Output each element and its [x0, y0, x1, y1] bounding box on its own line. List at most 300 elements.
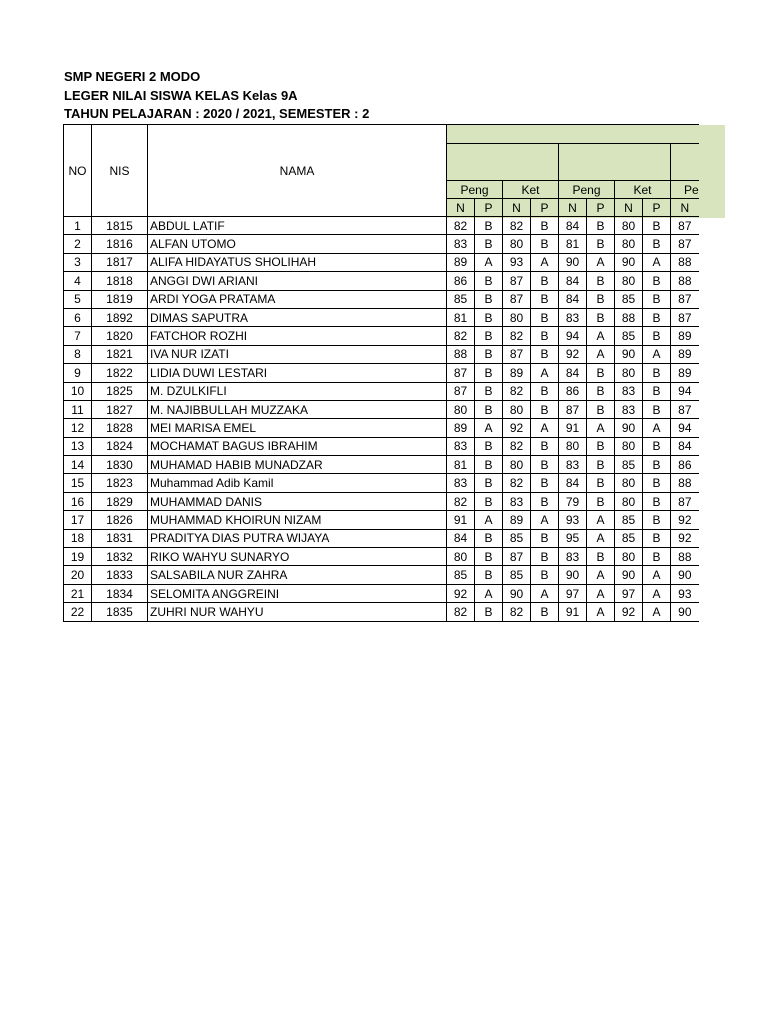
student-name: M. DZULKIFLI [148, 382, 447, 400]
student-name: ALIFA HIDAYATUS SHOLIHAH [148, 253, 447, 271]
grade-predicate: A [531, 364, 559, 382]
table-row [64, 584, 699, 602]
col-header-n: N [503, 199, 531, 217]
table-row [64, 456, 699, 474]
score-value: 97 [559, 584, 587, 602]
score-value: 84 [559, 272, 587, 290]
table-body [64, 217, 699, 622]
student-nis: 1833 [92, 566, 148, 584]
grade-predicate: B [475, 364, 503, 382]
score-value: 90 [559, 253, 587, 271]
score-value: 80 [503, 308, 531, 326]
grade-predicate: B [587, 290, 615, 308]
score-value: 88 [671, 272, 699, 290]
student-nis: 1819 [92, 290, 148, 308]
score-value: 80 [503, 400, 531, 418]
score-value: 84 [559, 217, 587, 235]
grade-predicate: B [475, 217, 503, 235]
score-value: 97 [615, 584, 643, 602]
table-row [64, 345, 699, 363]
row-number: 8 [64, 345, 92, 363]
score-value: 83 [559, 308, 587, 326]
student-nis: 1825 [92, 382, 148, 400]
col-header-n: N [559, 199, 587, 217]
score-value: 80 [447, 400, 475, 418]
score-value: 86 [447, 272, 475, 290]
grade-predicate: B [643, 364, 671, 382]
score-value: 92 [615, 603, 643, 621]
col-header-p: P [475, 199, 503, 217]
student-name: LIDIA DUWI LESTARI [148, 364, 447, 382]
grade-predicate: B [587, 382, 615, 400]
score-value: 92 [559, 345, 587, 363]
grade-predicate: B [475, 272, 503, 290]
score-value: 89 [671, 345, 699, 363]
score-value: 90 [671, 566, 699, 584]
grade-predicate: A [531, 253, 559, 271]
score-value: 80 [615, 272, 643, 290]
score-value: 83 [559, 456, 587, 474]
row-number: 5 [64, 290, 92, 308]
col-header-p: P [643, 199, 671, 217]
grade-predicate: A [587, 419, 615, 437]
student-name: IVA NUR IZATI [148, 345, 447, 363]
grade-predicate: A [475, 511, 503, 529]
grade-predicate: B [643, 400, 671, 418]
col-header-p: P [587, 199, 615, 217]
grade-predicate: B [475, 566, 503, 584]
grade-predicate: B [643, 511, 671, 529]
row-number: 7 [64, 327, 92, 345]
student-name: DIMAS SAPUTRA [148, 308, 447, 326]
student-name: Muhammad Adib Kamil [148, 474, 447, 492]
score-value: 85 [503, 529, 531, 547]
grade-table [63, 124, 699, 622]
score-value: 87 [671, 290, 699, 308]
score-value: 80 [615, 235, 643, 253]
grade-predicate: B [531, 235, 559, 253]
score-value: 87 [671, 235, 699, 253]
grade-predicate: A [587, 253, 615, 271]
score-value: 81 [447, 308, 475, 326]
col-header-peng: Peng [447, 181, 503, 199]
grade-predicate: A [531, 419, 559, 437]
grade-predicate: B [643, 548, 671, 566]
score-value: 85 [615, 456, 643, 474]
grade-predicate: A [643, 345, 671, 363]
student-nis: 1835 [92, 603, 148, 621]
score-value: 82 [447, 492, 475, 510]
table-row [64, 272, 699, 290]
student-name: MOCHAMAT BAGUS IBRAHIM [148, 437, 447, 455]
student-name: FATCHOR ROZHI [148, 327, 447, 345]
score-value: 81 [447, 456, 475, 474]
student-nis: 1821 [92, 345, 148, 363]
table-row [64, 364, 699, 382]
grade-predicate: B [587, 364, 615, 382]
col-header-nis: NIS [92, 125, 148, 217]
report-header [64, 68, 369, 124]
score-value: 80 [503, 456, 531, 474]
grade-predicate: A [587, 327, 615, 345]
score-value: 89 [447, 253, 475, 271]
score-value: 80 [615, 364, 643, 382]
score-value: 82 [503, 217, 531, 235]
row-number: 21 [64, 584, 92, 602]
grade-predicate: B [475, 345, 503, 363]
student-nis: 1818 [92, 272, 148, 290]
row-number: 13 [64, 437, 92, 455]
grade-predicate: A [531, 584, 559, 602]
grade-predicate: B [475, 529, 503, 547]
table-row [64, 474, 699, 492]
row-number: 3 [64, 253, 92, 271]
grade-predicate: B [475, 327, 503, 345]
score-value: 94 [559, 327, 587, 345]
grade-predicate: B [587, 308, 615, 326]
score-value: 87 [671, 308, 699, 326]
student-name: M. NAJIBBULLAH MUZZAKA [148, 400, 447, 418]
score-value: 86 [559, 382, 587, 400]
score-value: 80 [447, 548, 475, 566]
score-value: 89 [503, 364, 531, 382]
row-number: 17 [64, 511, 92, 529]
grade-predicate: B [587, 272, 615, 290]
score-value: 83 [615, 382, 643, 400]
row-number: 6 [64, 308, 92, 326]
grade-predicate: B [643, 272, 671, 290]
score-value: 93 [671, 584, 699, 602]
student-nis: 1829 [92, 492, 148, 510]
score-value: 92 [447, 584, 475, 602]
student-nis: 1822 [92, 364, 148, 382]
grade-predicate: B [475, 548, 503, 566]
row-number: 14 [64, 456, 92, 474]
grade-predicate: B [531, 548, 559, 566]
subject-group-header [447, 125, 699, 144]
score-value: 91 [447, 511, 475, 529]
subject-header-2 [559, 144, 671, 181]
grade-predicate: B [587, 400, 615, 418]
row-number: 12 [64, 419, 92, 437]
table-row [64, 529, 699, 547]
row-number: 1 [64, 217, 92, 235]
score-value: 85 [615, 511, 643, 529]
score-value: 82 [503, 327, 531, 345]
student-nis: 1817 [92, 253, 148, 271]
score-value: 87 [671, 400, 699, 418]
subject-header-3 [671, 144, 699, 181]
score-value: 82 [447, 603, 475, 621]
score-value: 87 [447, 382, 475, 400]
score-value: 80 [503, 235, 531, 253]
col-header-nama: NAMA [148, 125, 447, 217]
student-name: ZUHRI NUR WAHYU [148, 603, 447, 621]
score-value: 90 [671, 603, 699, 621]
grade-predicate: B [531, 603, 559, 621]
student-nis: 1830 [92, 456, 148, 474]
table-row [64, 492, 699, 510]
row-number: 2 [64, 235, 92, 253]
score-value: 82 [503, 382, 531, 400]
table-row [64, 253, 699, 271]
grade-predicate: B [587, 474, 615, 492]
grade-predicate: B [475, 603, 503, 621]
student-name: MUHAMMAD KHOIRUN NIZAM [148, 511, 447, 529]
grade-predicate: B [531, 529, 559, 547]
grade-predicate: B [643, 492, 671, 510]
table-row [64, 566, 699, 584]
grade-predicate: B [531, 437, 559, 455]
grade-predicate: B [587, 492, 615, 510]
student-nis: 1823 [92, 474, 148, 492]
table-row [64, 437, 699, 455]
table-row [64, 290, 699, 308]
score-value: 79 [559, 492, 587, 510]
score-value: 84 [671, 437, 699, 455]
score-value: 83 [503, 492, 531, 510]
score-value: 84 [559, 474, 587, 492]
row-number: 18 [64, 529, 92, 547]
grade-predicate: B [643, 290, 671, 308]
grade-predicate: B [531, 290, 559, 308]
grade-predicate: B [643, 529, 671, 547]
grade-predicate: A [587, 529, 615, 547]
student-name: PRADITYA DIAS PUTRA WIJAYA [148, 529, 447, 547]
student-nis: 1892 [92, 308, 148, 326]
score-value: 92 [503, 419, 531, 437]
score-value: 87 [503, 272, 531, 290]
col-header-n: N [671, 199, 699, 217]
score-value: 86 [671, 456, 699, 474]
student-name: MUHAMAD HABIB MUNADZAR [148, 456, 447, 474]
grade-predicate: A [587, 566, 615, 584]
grade-predicate: B [643, 327, 671, 345]
table-row [64, 382, 699, 400]
grade-predicate: B [531, 272, 559, 290]
score-value: 85 [447, 566, 475, 584]
score-value: 95 [559, 529, 587, 547]
grade-predicate: A [587, 345, 615, 363]
grade-predicate: B [475, 235, 503, 253]
grade-predicate: A [587, 511, 615, 529]
grade-predicate: B [475, 474, 503, 492]
score-value: 83 [447, 474, 475, 492]
grade-predicate: B [643, 235, 671, 253]
row-number: 9 [64, 364, 92, 382]
grade-predicate: B [531, 217, 559, 235]
score-value: 90 [503, 584, 531, 602]
grade-predicate: A [475, 253, 503, 271]
grade-predicate: B [643, 308, 671, 326]
grade-predicate: A [643, 253, 671, 271]
grade-predicate: B [643, 382, 671, 400]
table-row [64, 548, 699, 566]
col-header-n: N [615, 199, 643, 217]
grade-predicate: A [643, 566, 671, 584]
score-value: 84 [559, 364, 587, 382]
score-value: 83 [559, 548, 587, 566]
score-value: 80 [615, 492, 643, 510]
table-row [64, 419, 699, 437]
student-name: RIKO WAHYU SUNARYO [148, 548, 447, 566]
grade-predicate: B [475, 382, 503, 400]
col-header-ket: Ket [615, 181, 671, 199]
grade-predicate: B [643, 217, 671, 235]
score-value: 81 [559, 235, 587, 253]
score-value: 90 [615, 419, 643, 437]
score-value: 90 [615, 345, 643, 363]
score-value: 87 [503, 548, 531, 566]
score-value: 85 [615, 290, 643, 308]
grade-predicate: B [475, 400, 503, 418]
score-value: 87 [671, 217, 699, 235]
grade-predicate: A [587, 584, 615, 602]
student-nis: 1820 [92, 327, 148, 345]
grade-predicate: B [587, 437, 615, 455]
score-value: 82 [447, 327, 475, 345]
score-value: 92 [671, 511, 699, 529]
grade-predicate: B [531, 566, 559, 584]
score-value: 89 [503, 511, 531, 529]
grade-predicate: B [643, 456, 671, 474]
table-row [64, 217, 699, 235]
score-value: 84 [447, 529, 475, 547]
row-number: 15 [64, 474, 92, 492]
score-value: 91 [559, 603, 587, 621]
grade-predicate: B [475, 492, 503, 510]
academic-year: TAHUN PELAJARAN : 2020 / 2021, SEMESTER : 2 [64, 106, 370, 121]
score-value: 82 [503, 474, 531, 492]
student-name: MEI MARISA EMEL [148, 419, 447, 437]
score-value: 82 [503, 603, 531, 621]
grade-predicate: B [587, 235, 615, 253]
student-nis: 1827 [92, 400, 148, 418]
score-value: 89 [447, 419, 475, 437]
grade-predicate: B [587, 456, 615, 474]
grade-predicate: B [531, 308, 559, 326]
score-value: 80 [615, 548, 643, 566]
row-number: 16 [64, 492, 92, 510]
score-value: 80 [615, 437, 643, 455]
student-name: SALSABILA NUR ZAHRA [148, 566, 447, 584]
subject-header-1 [447, 144, 559, 181]
student-nis: 1824 [92, 437, 148, 455]
col-header-peng: Peng [559, 181, 615, 199]
student-name: SELOMITA ANGGREINI [148, 584, 447, 602]
grade-predicate: B [531, 456, 559, 474]
student-name: ABDUL LATIF [148, 217, 447, 235]
score-value: 88 [671, 253, 699, 271]
score-value: 80 [559, 437, 587, 455]
row-number: 11 [64, 400, 92, 418]
score-value: 87 [447, 364, 475, 382]
student-nis: 1831 [92, 529, 148, 547]
grade-predicate: A [531, 511, 559, 529]
score-value: 80 [615, 217, 643, 235]
score-value: 83 [615, 400, 643, 418]
score-value: 91 [559, 419, 587, 437]
student-nis: 1834 [92, 584, 148, 602]
grade-predicate: B [587, 217, 615, 235]
school-name: SMP NEGERI 2 MODO [64, 69, 201, 84]
score-value: 90 [559, 566, 587, 584]
table-row [64, 400, 699, 418]
grade-predicate: A [643, 603, 671, 621]
student-nis: 1826 [92, 511, 148, 529]
grade-predicate: B [531, 345, 559, 363]
grade-predicate: B [643, 474, 671, 492]
score-value: 85 [615, 529, 643, 547]
score-value: 88 [671, 548, 699, 566]
table-row [64, 235, 699, 253]
score-value: 85 [503, 566, 531, 584]
score-value: 92 [671, 529, 699, 547]
col-header-ket: Ket [503, 181, 559, 199]
row-number: 22 [64, 603, 92, 621]
score-value: 93 [559, 511, 587, 529]
score-value: 88 [615, 308, 643, 326]
student-nis: 1816 [92, 235, 148, 253]
score-value: 93 [503, 253, 531, 271]
score-value: 87 [671, 492, 699, 510]
table-row [64, 511, 699, 529]
student-nis: 1815 [92, 217, 148, 235]
student-name: ALFAN UTOMO [148, 235, 447, 253]
score-value: 83 [447, 437, 475, 455]
col-header-n: N [447, 199, 475, 217]
grade-predicate: B [531, 327, 559, 345]
table-row [64, 327, 699, 345]
report-title: LEGER NILAI SISWA KELAS Kelas 9A [64, 87, 298, 103]
score-value: 87 [559, 400, 587, 418]
grade-predicate: B [531, 474, 559, 492]
score-value: 82 [447, 217, 475, 235]
score-value: 84 [559, 290, 587, 308]
student-nis: 1832 [92, 548, 148, 566]
table-row [64, 308, 699, 326]
score-value: 88 [671, 474, 699, 492]
score-value: 87 [503, 290, 531, 308]
grade-predicate: B [587, 548, 615, 566]
grade-predicate: A [475, 419, 503, 437]
student-name: ANGGI DWI ARIANI [148, 272, 447, 290]
grade-predicate: B [475, 308, 503, 326]
row-number: 4 [64, 272, 92, 290]
grade-predicate: A [475, 584, 503, 602]
grade-predicate: B [643, 437, 671, 455]
score-value: 83 [447, 235, 475, 253]
col-header-peng-partial: Pe [671, 181, 699, 199]
col-header-no: NO [64, 125, 92, 217]
score-value: 87 [503, 345, 531, 363]
student-nis: 1828 [92, 419, 148, 437]
grade-predicate: B [475, 437, 503, 455]
score-value: 90 [615, 253, 643, 271]
row-number: 20 [64, 566, 92, 584]
grade-predicate: A [643, 584, 671, 602]
col-header-p: P [531, 199, 559, 217]
score-value: 94 [671, 419, 699, 437]
score-value: 82 [503, 437, 531, 455]
score-value: 94 [671, 382, 699, 400]
score-value: 89 [671, 364, 699, 382]
grade-predicate: B [475, 456, 503, 474]
table-row [64, 603, 699, 621]
grade-predicate: B [531, 400, 559, 418]
score-value: 89 [671, 327, 699, 345]
student-name: ARDI YOGA PRATAMA [148, 290, 447, 308]
